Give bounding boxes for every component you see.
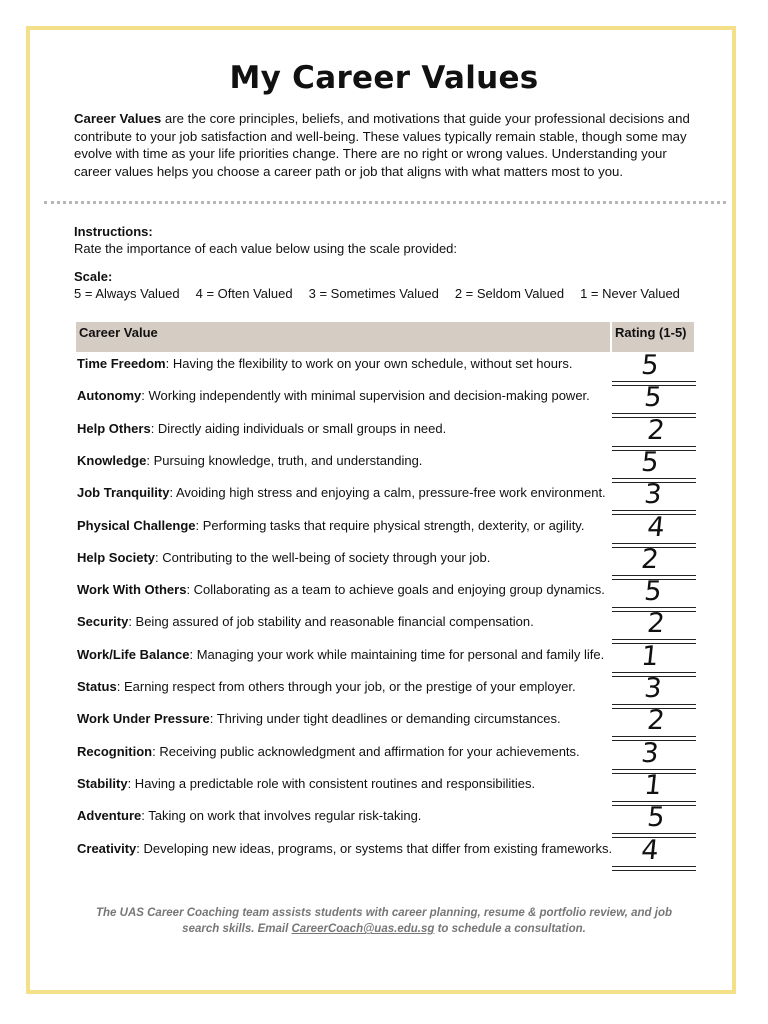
table-row (77, 744, 617, 759)
career-value-name: Creativity (77, 840, 137, 856)
footer-note (90, 905, 678, 937)
rating-value[interactable]: 5 (639, 446, 661, 478)
table-row (77, 582, 617, 597)
career-value-name: Autonomy (77, 388, 142, 404)
table-row (77, 776, 617, 791)
career-value-description: : Managing your work while maintaining time for personal and family life. (189, 646, 605, 662)
intro-text: are the core principles, beliefs, and motivations that guide your professional decisions and contribute to your job satisfaction and well-being. These values typically remain stable, though some may evolve with time as your life priorities change. There are no right or wrong values. Understanding your career values helps you choose a career path or job that aligns with what matters most to you. (74, 111, 690, 179)
table-row (77, 421, 617, 436)
career-value-description: : Having a predictable role with consistent routines and responsibilities. (127, 775, 536, 791)
footer-email-link[interactable]: CareerCoach@uas.edu.sg (291, 923, 435, 935)
career-value-description: : Avoiding high stress and enjoying a calm, pressure-free work environment. (169, 485, 606, 501)
career-value-name: Help Others (77, 420, 151, 436)
intro-paragraph (74, 110, 694, 180)
scale-item: 3 = Sometimes Valued (308, 286, 439, 301)
career-value-name: Work/Life Balance (77, 646, 190, 662)
scale-item: 4 = Often Valued (195, 286, 293, 301)
table-row (77, 841, 617, 856)
rating-value[interactable]: 4 (645, 511, 667, 543)
career-value-description: : Having the flexibility to work on your own schedule, without set hours. (165, 356, 573, 371)
career-value-name: Work With Others (77, 582, 187, 598)
rating-value[interactable]: 1 (639, 640, 661, 672)
career-value-name: Knowledge (77, 452, 147, 468)
career-value-description: : Thriving under tight deadlines or demanding circumstances. (209, 711, 561, 727)
footer-text-end: to schedule a consultation. (434, 923, 586, 935)
career-value-name: Stability (77, 775, 128, 791)
table-row (77, 356, 617, 371)
career-value-description: : Directly aiding individuals or small groups in need. (150, 420, 447, 436)
rating-value[interactable]: 2 (645, 705, 667, 737)
career-value-description: : Receiving public acknowledgment and affirmation for your achievements. (152, 743, 580, 759)
table-row (77, 679, 617, 694)
career-value-description: : Contributing to the well-being of society through your job. (155, 549, 491, 565)
career-value-description: : Developing new ideas, programs, or systems that differ from existing frameworks. (136, 840, 613, 856)
rating-value[interactable]: 2 (639, 543, 661, 575)
table-header-rating: Rating (1-5) (612, 322, 694, 352)
rating-value[interactable]: 4 (639, 834, 661, 866)
table-row (77, 518, 617, 533)
career-value-name: Adventure (77, 808, 142, 824)
page-title: My Career Values (229, 60, 539, 96)
rating-value[interactable]: 5 (639, 350, 661, 381)
footer-text: The UAS Career Coaching team assists students with career planning, resume & portfolio review, and job search skills. Email (96, 907, 672, 935)
rating-value[interactable]: 2 (645, 608, 667, 640)
career-value-description: : Working independently with minimal supervision and decision-making power. (141, 388, 590, 404)
table-row (77, 550, 617, 565)
table-row (77, 647, 617, 662)
scale-item: 5 = Always Valued (74, 286, 180, 301)
career-value-description: : Earning respect from others through your job, or the prestige of your employer. (116, 679, 576, 694)
rating-value[interactable]: 2 (645, 414, 667, 446)
rating-value[interactable]: 5 (642, 382, 664, 414)
rating-value[interactable]: 3 (642, 673, 664, 704)
career-value-name: Time Freedom (77, 356, 166, 371)
scale-label: Scale: (74, 269, 113, 284)
table-row (77, 453, 617, 468)
career-value-description: : Collaborating as a team to achieve goals and enjoying group dynamics. (186, 582, 605, 598)
table-row (77, 711, 617, 726)
rating-value[interactable]: 3 (642, 479, 664, 511)
table-row (77, 614, 617, 629)
career-value-name: Physical Challenge (77, 517, 196, 533)
table-header-career-value: Career Value (76, 322, 610, 352)
career-value-name: Help Society (77, 549, 156, 565)
intro-term: Career Values (74, 111, 162, 126)
rating-value[interactable]: 5 (645, 802, 667, 834)
table-row (77, 808, 617, 823)
dotted-divider (44, 201, 726, 204)
career-value-name: Job Tranquility (77, 485, 170, 501)
scale-item: 2 = Seldom Valued (454, 286, 565, 301)
instructions-label: Instructions: (74, 224, 153, 239)
rating-underline (612, 870, 696, 871)
career-value-name: Status (77, 679, 117, 694)
career-value-name: Recognition (77, 743, 153, 759)
table-row (77, 485, 617, 500)
rating-value[interactable]: 1 (642, 769, 664, 801)
rating-value[interactable]: 5 (642, 576, 664, 608)
scale-item: 1 = Never Valued (580, 286, 680, 301)
rating-underline (612, 866, 696, 867)
career-value-description: : Pursuing knowledge, truth, and understanding. (146, 452, 423, 468)
career-value-description: : Being assured of job stability and reasonable financial compensation. (128, 614, 534, 630)
rating-value[interactable]: 3 (639, 737, 661, 769)
career-value-name: Work Under Pressure (77, 711, 210, 727)
career-value-description: : Taking on work that involves regular risk-taking. (141, 808, 422, 824)
career-value-description: : Performing tasks that require physical strength, dexterity, or agility. (195, 517, 585, 533)
career-value-name: Security (77, 614, 129, 630)
scale-list (74, 286, 714, 301)
table-row (77, 388, 617, 403)
instructions-text: Rate the importance of each value below using the scale provided: (74, 241, 458, 256)
